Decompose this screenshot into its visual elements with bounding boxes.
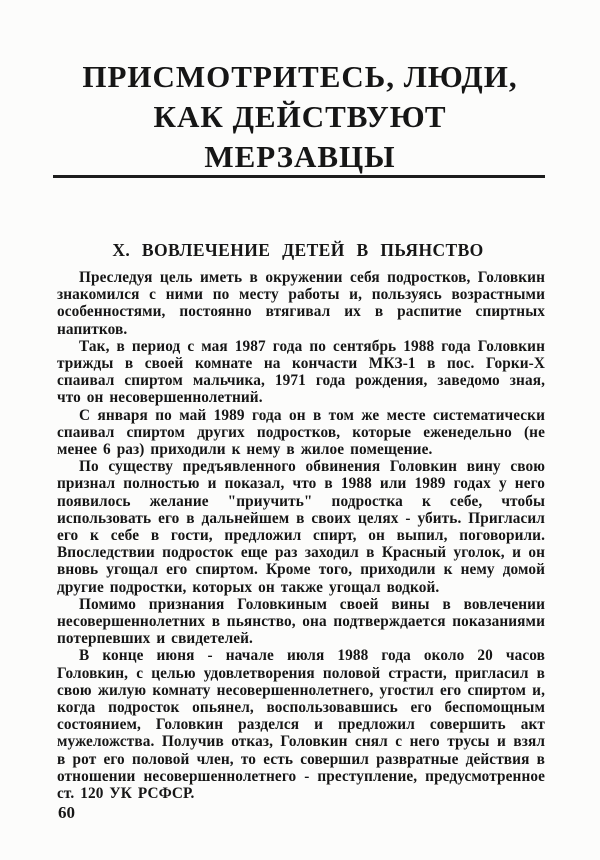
paragraph-6: В конце июня - начале июля 1988 года около 20 часов Головкин, с целью удовлетворения половой страсти, пригласил в свою жилую комнату несовершеннолетнего, угостил его спиртом и, когда подросток опьянел, воспользовавшись его беспомощным состоянием, Головкин разделся и предложил совершить акт мужеложства. Получив отказ, Головкин снял с него трусы и взял в рот его половой член, то есть совершил развратные действия в отношении несовершеннолетнего - преступление, предусмотренное ст. 120 УК РСФСР. (57, 647, 545, 803)
paragraph-5: Помимо признания Головкиным своей вины в вовлечении несовершеннолетних в пьянство, она подтверждается показаниями потерпевших и свидетелей. (57, 595, 545, 648)
paragraph-3: С января по май 1989 года он в том же месте систематически спаивал спиртом других подростков, которые еженедельно (не менее 6 раз) приходили к нему в жилое помещение. (57, 406, 545, 459)
paragraph-1: Преследуя цель иметь в окружении себя подростков, Головкин знакомился с ними по месту работы и, пользуясь возрастными особенностями, постоянно втягивал их в распитие спиртных напитков. (57, 269, 545, 338)
body-text (57, 269, 545, 802)
section-heading: X. ВОВЛЕЧЕНИЕ ДЕТЕЙ В ПЬЯНСТВО (112, 240, 484, 260)
chapter-title-line-1: ПРИСМОТРИТЕСЬ, ЛЮДИ, (82, 59, 518, 94)
title-divider-rule (53, 175, 545, 178)
chapter-title-line-3: МЕРЗАВЦЫ (204, 139, 396, 174)
chapter-title-line-2: КАК ДЕЙСТВУЮТ (153, 99, 447, 134)
paragraph-2: Так, в период с мая 1987 года по сентябрь 1988 года Головкин трижды в своей комнате на кончасти МКЗ-1 в пос. Горки-Х спаивал спиртом мальчика, 1971 года рождения, заведомо зная, что он несовершеннолетний. (57, 337, 545, 407)
chapter-title (0, 57, 600, 177)
page-number: 60 (58, 803, 75, 822)
paragraph-4: По существу предъявленного обвинения Головкин вину свою признал полностью и показал, что в 1988 или 1989 годах у него появилось желание "приучить" подростка к себе, чтобы использовать его в дальнейшем в своих целях - убить. Пригласил его к себе в гости, предложил спирт, он выпил, поговорили. Впоследствии подросток еще раз заходил в Красный уголок, и он вновь угощал его спиртом. Кроме того, приходили к нему домой другие подростки, которых он также угощал водкой. (57, 458, 545, 596)
